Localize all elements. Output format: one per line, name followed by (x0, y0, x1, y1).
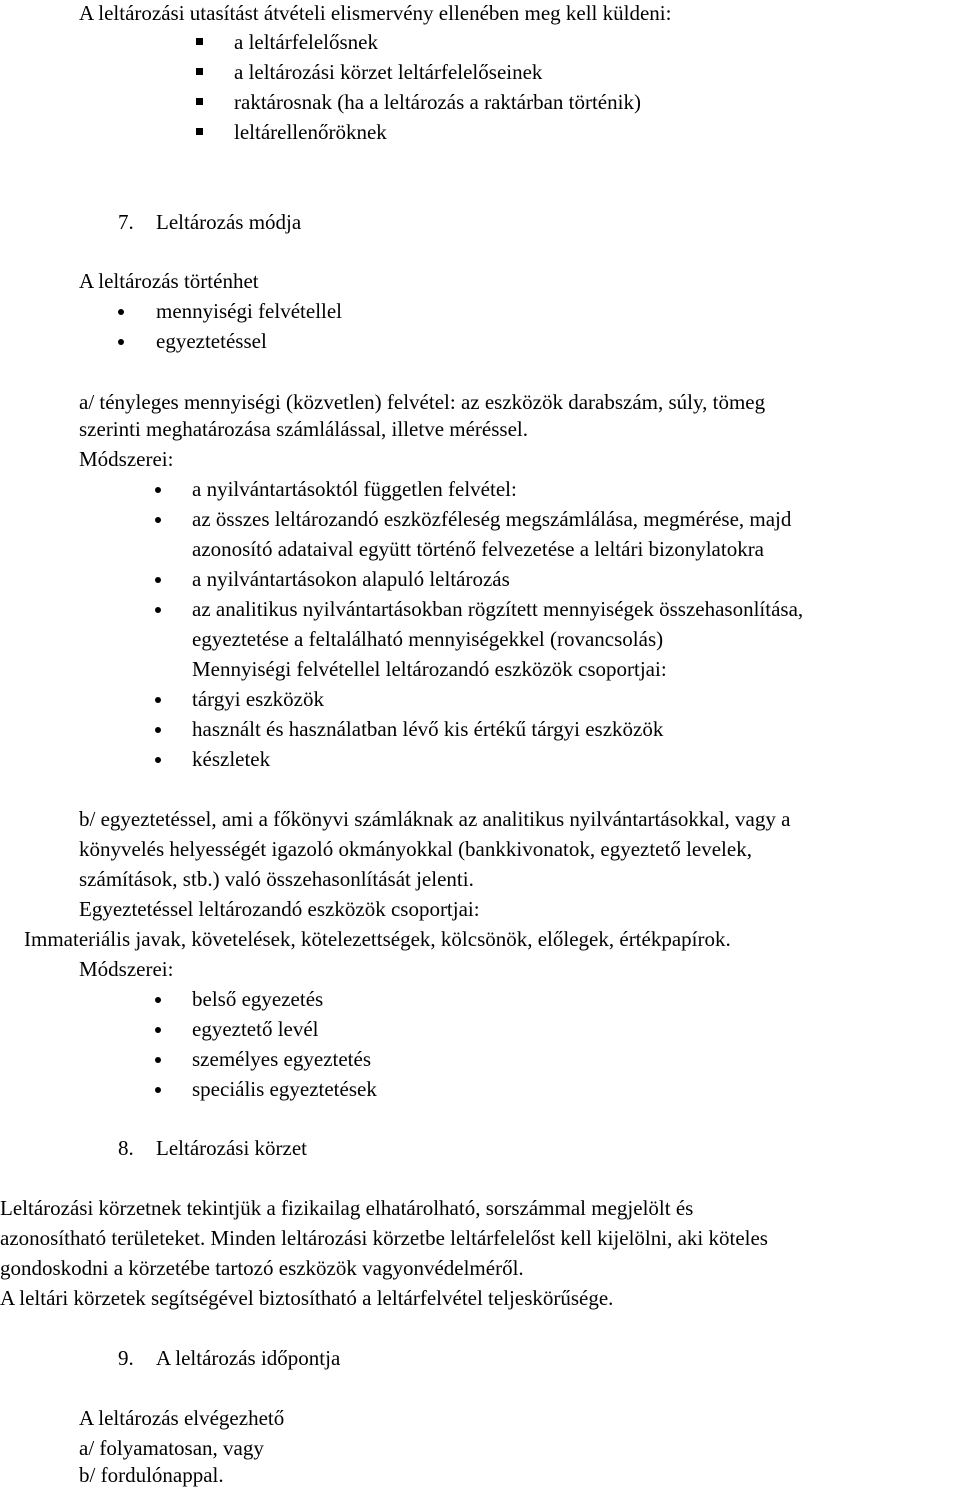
paragraph-b-line-1: b/ egyeztetéssel, ami a főkönyvi számláknak az analitikus nyilvántartásokkal, vagy a (79, 807, 791, 831)
bullet-icon (118, 339, 124, 345)
b-methods-label: Módszerei: (79, 957, 174, 981)
section-9-lead: A leltározás elvégezhető (79, 1406, 285, 1430)
bullet-icon (155, 607, 161, 613)
section-8-paragraph-line: A leltári körzetek segítségével biztosítható a leltárfelvétel teljeskörűsége. (0, 1286, 614, 1310)
paragraph-b-line-3: számítások, stb.) való összehasonlítását jelenti. (79, 867, 474, 891)
mode-item: egyeztetéssel (156, 329, 267, 353)
section-7-heading: Leltározás módja (156, 210, 302, 234)
method-item: a nyilvántartásokon alapuló leltározás (192, 567, 510, 591)
method-item: a nyilvántartásoktól független felvétel: (192, 477, 517, 501)
bullet-icon (155, 487, 161, 493)
recipient-item: a leltározási körzet leltárfelelőseinek (234, 60, 543, 84)
b-groups-text: Immateriális javak, követelések, kötelezettségek, kölcsönök, előlegek, értékpapírok. (24, 927, 731, 951)
square-bullet-icon (196, 68, 203, 75)
group-item: készletek (192, 747, 271, 771)
square-bullet-icon (196, 98, 203, 105)
timing-option: b/ fordulónappal. (79, 1463, 224, 1487)
method-item: az analitikus nyilvántartásokban rögzített mennyiségek összehasonlítása, (192, 597, 804, 621)
b-method-item: személyes egyeztetés (192, 1047, 371, 1071)
section-8-number: 8. (118, 1136, 134, 1160)
group-item: használt és használatban lévő kis értékű tárgyi eszközök (192, 717, 664, 741)
b-method-item: egyeztető levél (192, 1017, 319, 1041)
bullet-icon (155, 997, 161, 1003)
bullet-icon (155, 517, 161, 523)
section-8-paragraph-line: gondoskodni a körzetébe tartozó eszközök vagyonvédelméről. (0, 1256, 524, 1280)
bullet-icon (155, 697, 161, 703)
timing-option: a/ folyamatosan, vagy (79, 1436, 264, 1460)
square-bullet-icon (196, 128, 203, 135)
bullet-icon (155, 1087, 161, 1093)
paragraph-a-line-2: szerinti meghatározása számlálással, illetve méréssel. (79, 417, 528, 441)
bullet-icon (155, 577, 161, 583)
group-item: tárgyi eszközök (192, 687, 324, 711)
bullet-icon (118, 309, 124, 315)
intro-title: A leltározási utasítást átvételi elismervény ellenében meg kell küldeni: (79, 1, 672, 25)
method-item-continuation: azonosító adataival együtt történő felvezetése a leltári bizonylatokra (192, 537, 765, 561)
paragraph-a-line-1: a/ tényleges mennyiségi (közvetlen) felvétel: az eszközök darabszám, súly, tömeg (79, 390, 766, 414)
b-method-item: belső egyezetés (192, 987, 324, 1011)
mode-item: mennyiségi felvétellel (156, 299, 343, 323)
bullet-icon (155, 757, 161, 763)
recipient-item: raktárosnak (ha a leltározás a raktárban történik) (234, 90, 641, 114)
section-8-heading: Leltározási körzet (156, 1136, 307, 1160)
recipient-item: a leltárfelelősnek (234, 30, 379, 54)
section-8-paragraph-line: azonosítható területeket. Minden leltározási körzetbe leltárfelelőst kell kijelölni, aki köteles (0, 1226, 768, 1250)
recipient-item: leltárellenőröknek (234, 120, 387, 144)
method-item-continuation: egyeztetése a feltalálható mennyiségekkel (rovancsolás) (192, 627, 664, 651)
square-bullet-icon (196, 38, 203, 45)
b-method-item: speciális egyeztetések (192, 1077, 377, 1101)
groups-label: Mennyiségi felvétellel leltározandó eszközök csoportjai: (192, 657, 667, 681)
methods-label: Módszerei: (79, 447, 174, 471)
b-groups-label: Egyeztetéssel leltározandó eszközök csoportjai: (79, 897, 480, 921)
section-7-number: 7. (118, 210, 134, 234)
bullet-icon (155, 1027, 161, 1033)
method-item: az összes leltározandó eszközféleség megszámlálása, megmérése, majd (192, 507, 792, 531)
bullet-icon (155, 727, 161, 733)
section-8-paragraph-line: Leltározási körzetnek tekintjük a fizikailag elhatárolható, sorszámmal megjelölt és (0, 1196, 694, 1220)
section-7-lead: A leltározás történhet (79, 269, 259, 293)
section-9-heading: A leltározás időpontja (156, 1346, 341, 1370)
bullet-icon (155, 1057, 161, 1063)
section-9-number: 9. (118, 1346, 134, 1370)
paragraph-b-line-2: könyvelés helyességét igazoló okmányokkal (bankkivonatok, egyeztető levelek, (79, 837, 752, 861)
